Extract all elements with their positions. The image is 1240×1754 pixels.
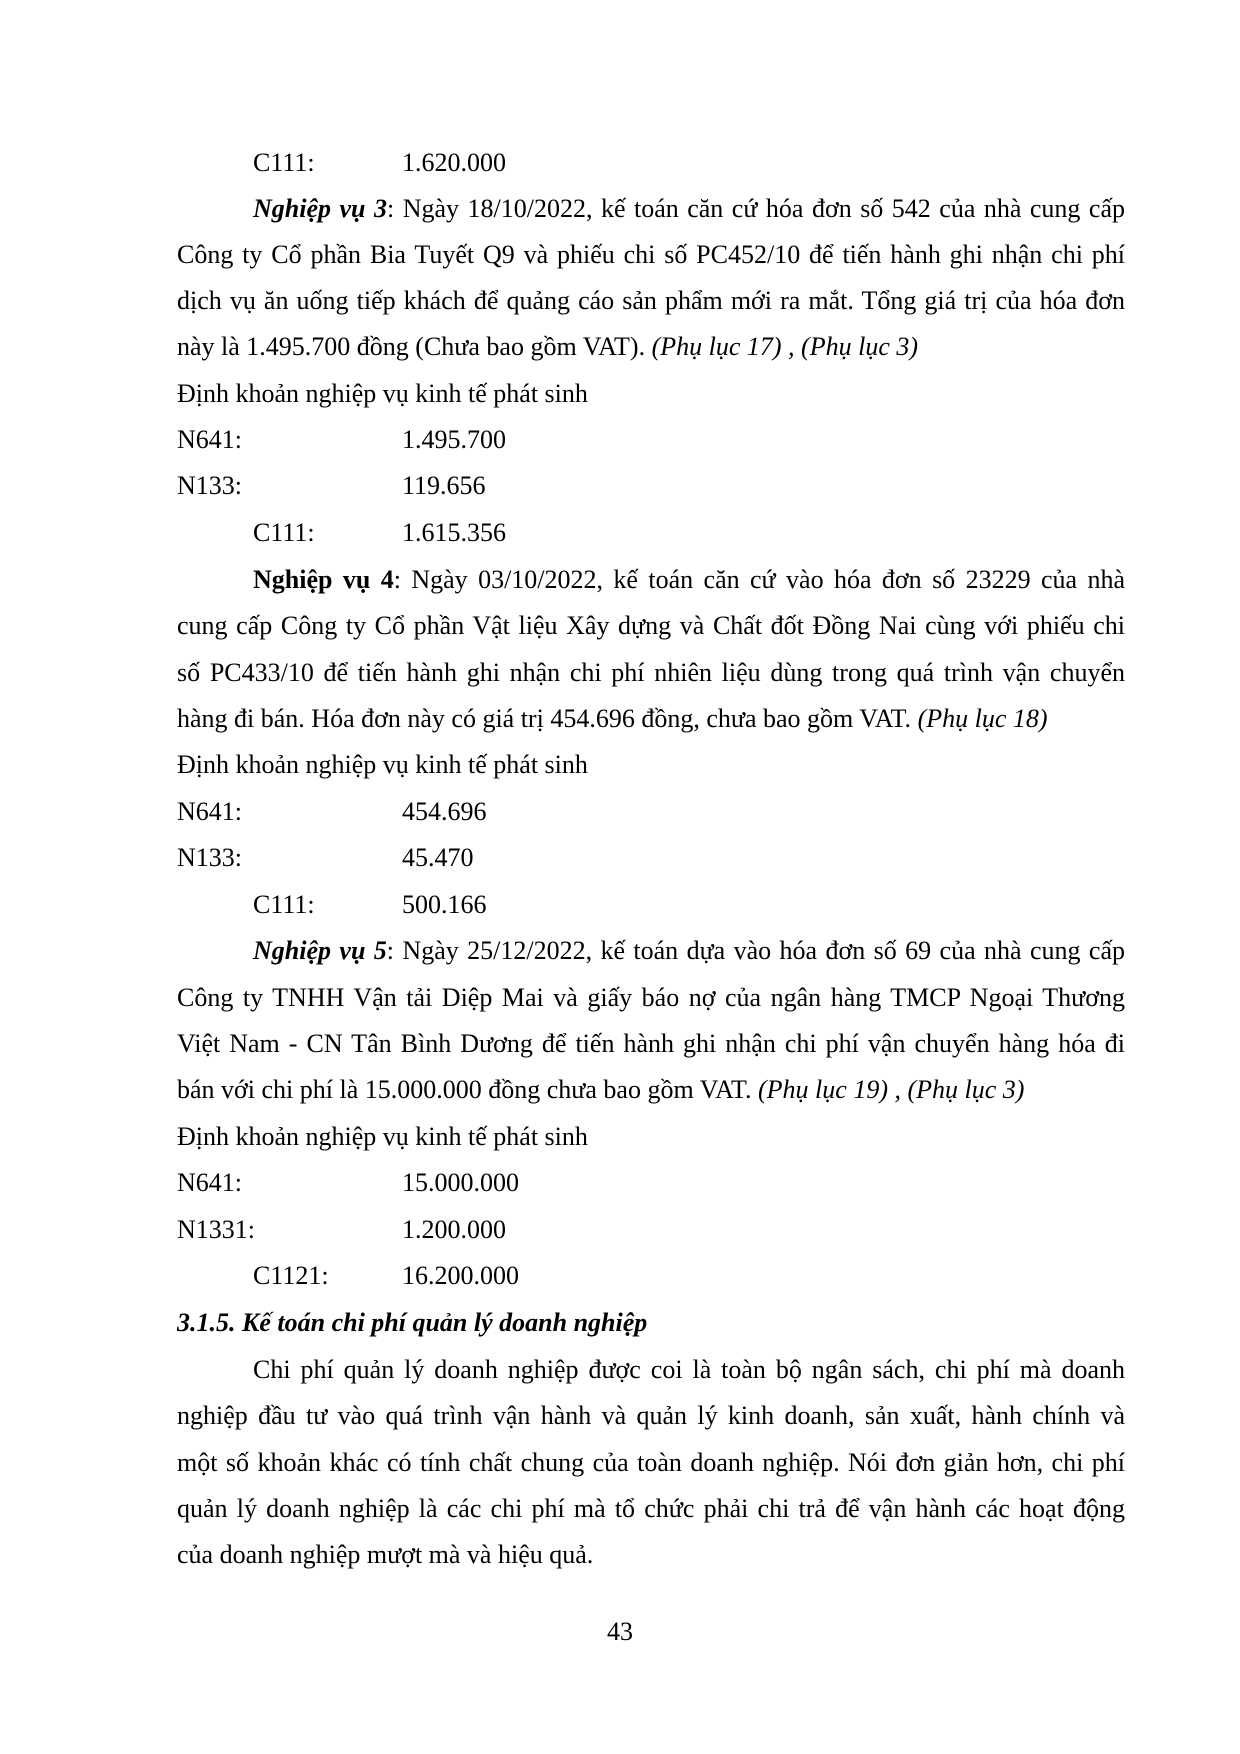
- credit-amount: 1.620.000: [402, 148, 506, 177]
- op4-entry-amount-1: 454.696: [402, 797, 487, 826]
- op5-paragraph-line-1: [177, 934, 1125, 968]
- op3-paragraph-line-2: Công ty Cổ phần Bia Tuyết Q9 và phiếu chi số PC452/10 để tiến hành ghi nhận chi phí: [177, 240, 1125, 269]
- op5-entry-amount-3: 16.200.000: [402, 1261, 519, 1290]
- page-number: 43: [607, 1617, 633, 1646]
- op4-paragraph-line-4: [177, 702, 1125, 736]
- op3-appendix-ref: (Phụ lục 17) , (Phụ lục 3): [651, 332, 919, 361]
- op3-line1-text: : Ngày 18/10/2022, kế toán căn cứ hóa đơn số 542 của nhà cung cấp: [386, 194, 1125, 223]
- op4-entry-account-1: N641:: [177, 797, 242, 826]
- op4-appendix-ref: (Phụ lục 18): [917, 704, 1048, 733]
- section-paragraph-line-1: Chi phí quản lý doanh nghiệp được coi là toàn bộ ngân sách, chi phí mà doanh: [253, 1355, 1125, 1384]
- op3-entry-amount-2: 119.656: [402, 471, 486, 500]
- op4-entry-account-3: C111:: [253, 890, 315, 919]
- op5-line1-text: : Ngày 25/12/2022, kế toán dựa vào hóa đơn số 69 của nhà cung cấp: [386, 936, 1125, 965]
- op5-paragraph-line-3: Việt Nam - CN Tân Bình Dương để tiến hành ghi nhận chi phí vận chuyển hàng hóa đi: [177, 1029, 1125, 1058]
- section-paragraph-line-3: một số khoản khác có tính chất chung của toàn doanh nghiệp. Nói đơn giản hơn, chi phí: [177, 1448, 1125, 1477]
- op5-appendix-ref: (Phụ lục 19) , (Phụ lục 3): [758, 1075, 1025, 1104]
- op3-entry-amount-3: 1.615.356: [402, 518, 506, 547]
- op4-label: Nghiệp vụ 4: [253, 565, 394, 594]
- op5-caption: Định khoản nghiệp vụ kinh tế phát sinh: [177, 1122, 588, 1151]
- op3-paragraph-line-1: [177, 192, 1125, 226]
- op4-entry-amount-3: 500.166: [402, 890, 487, 919]
- op4-paragraph-line-1: [177, 563, 1125, 597]
- op3-caption: Định khoản nghiệp vụ kinh tế phát sinh: [177, 379, 588, 408]
- op5-paragraph-line-2: Công ty TNHH Vận tải Diệp Mai và giấy báo nợ của ngân hàng TMCP Ngoại Thương: [177, 983, 1125, 1012]
- op5-entry-account-1: N641:: [177, 1168, 242, 1197]
- op4-paragraph-line-3: số PC433/10 để tiến hành ghi nhận chi phí nhiên liệu dùng trong quá trình vận chuyển: [177, 658, 1125, 687]
- op5-entry-account-2: N1331:: [177, 1215, 255, 1244]
- op5-line4-text: bán với chi phí là 15.000.000 đồng chưa bao gồm VAT.: [177, 1075, 759, 1104]
- op5-entry-account-3: C1121:: [253, 1261, 329, 1290]
- op4-caption: Định khoản nghiệp vụ kinh tế phát sinh: [177, 750, 588, 779]
- section-paragraph-line-5: của doanh nghiệp mượt mà và hiệu quả.: [177, 1540, 594, 1569]
- op4-line1-text: : Ngày 03/10/2022, kế toán căn cứ vào hóa đơn số 23229 của nhà: [393, 565, 1126, 594]
- op3-entry-account-1: N641:: [177, 425, 242, 454]
- op5-entry-amount-1: 15.000.000: [402, 1168, 519, 1197]
- op4-paragraph-line-2: cung cấp Công ty Cổ phần Vật liệu Xây dựng và Chất đốt Đồng Nai cùng với phiếu chi: [177, 611, 1125, 640]
- op3-entry-amount-1: 1.495.700: [402, 425, 506, 454]
- op5-paragraph-line-4: [177, 1073, 1125, 1107]
- op4-line4-text: hàng đi bán. Hóa đơn này có giá trị 454.696 đồng, chưa bao gồm VAT.: [177, 704, 918, 733]
- credit-account: C111:: [253, 148, 315, 177]
- op3-paragraph-line-4: [177, 330, 1125, 364]
- op3-label: Nghiệp vụ 3: [253, 194, 387, 223]
- op5-entry-amount-2: 1.200.000: [402, 1215, 506, 1244]
- section-heading: 3.1.5. Kế toán chi phí quản lý doanh nghiệp: [177, 1308, 648, 1337]
- section-paragraph-line-4: quản lý doanh nghiệp là các chi phí mà tổ chức phải chi trả để vận hành các hoạt động: [177, 1494, 1125, 1523]
- op3-entry-account-3: C111:: [253, 518, 315, 547]
- op3-line4-text: này là 1.495.700 đồng (Chưa bao gồm VAT).: [177, 332, 652, 361]
- op3-entry-account-2: N133:: [177, 471, 242, 500]
- op5-label: Nghiệp vụ 5: [253, 936, 387, 965]
- section-paragraph-line-2: nghiệp đầu tư vào quá trình vận hành và quản lý kinh doanh, sản xuất, hành chính và: [177, 1401, 1125, 1430]
- op4-entry-amount-2: 45.470: [402, 843, 474, 872]
- op3-paragraph-line-3: dịch vụ ăn uống tiếp khách để quảng cáo sản phẩm mới ra mắt. Tổng giá trị của hóa đơn: [177, 286, 1125, 315]
- op4-entry-account-2: N133:: [177, 843, 242, 872]
